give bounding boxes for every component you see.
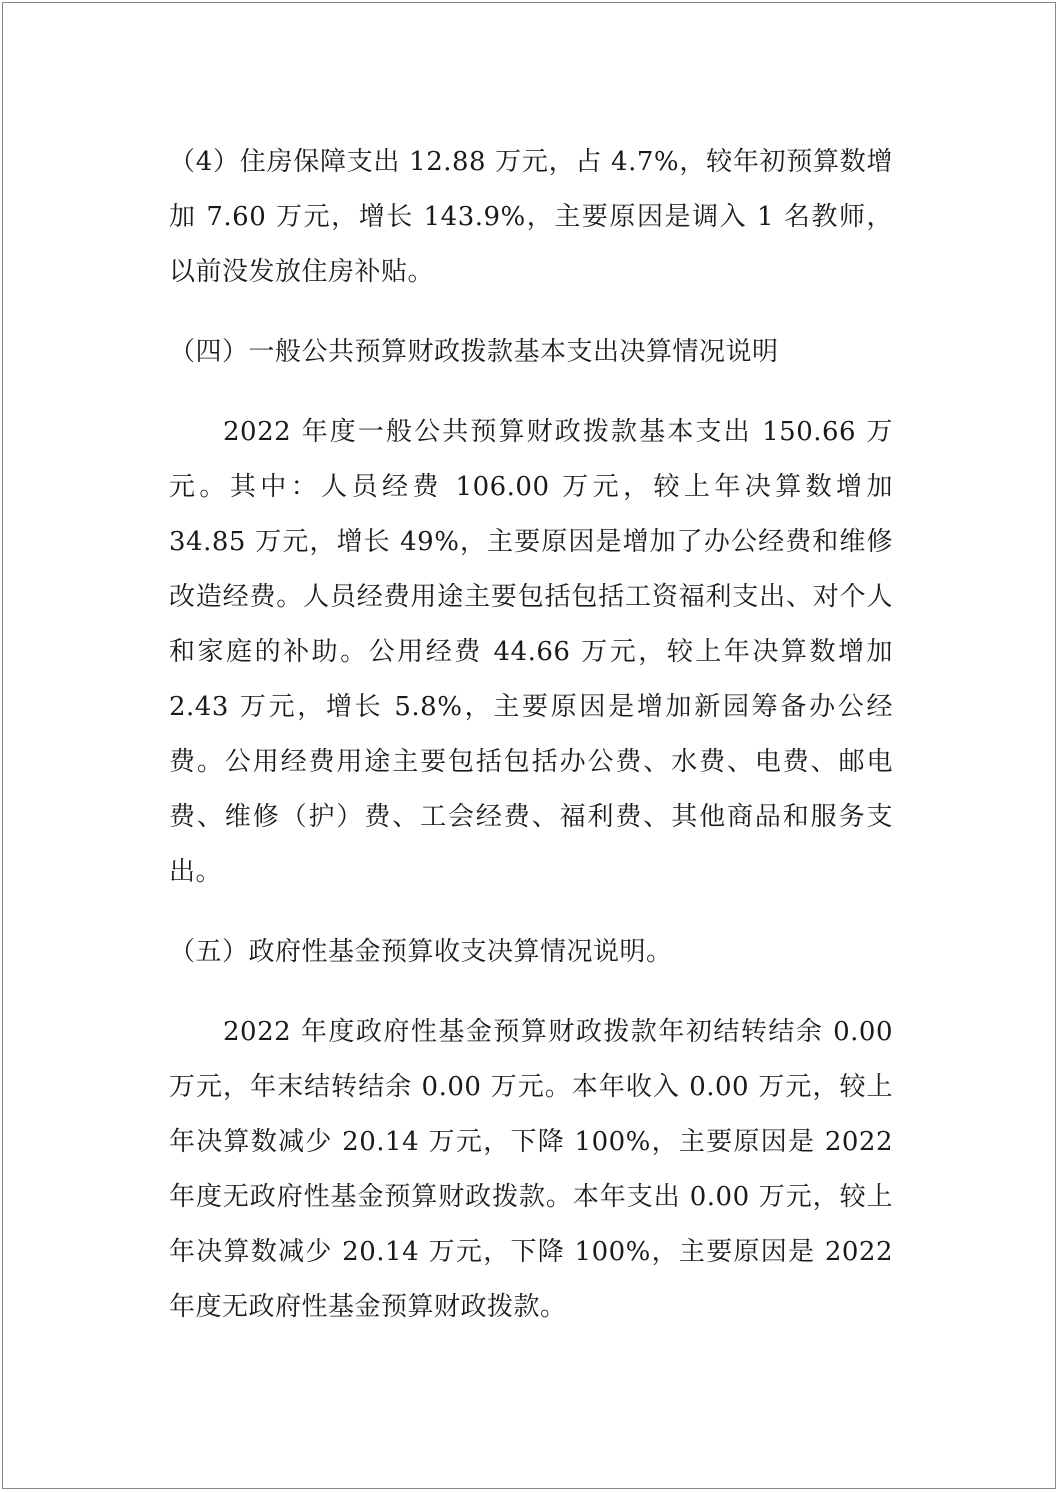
page-content	[169, 135, 893, 1335]
section-heading-government-fund: （五）政府性基金预算收支决算情况说明。	[169, 937, 673, 967]
paragraph-government-fund: 2022 年度政府性基金预算财政拨款年初结转结余 0.00 万元，年末结转结余 0.00 万元。本年收入 0.00 万元，较上年决算数减少 20.14 万元，下降 100%，主要原因是 2022 年度无政府性基金预算财政拨款。本年支出 0.00 万元，较上年决算数减少 20.14 万元，下降 100%，主要原因是 2022 年度无政府性基金预算财政拨款。	[169, 1017, 893, 1322]
document-page	[2, 2, 1056, 1489]
section-heading-basic-expenditure: （四）一般公共预算财政拨款基本支出决算情况说明	[169, 337, 779, 367]
paragraph-basic-expenditure: 2022 年度一般公共预算财政拨款基本支出 150.66 万元。其中：人员经费 106.00 万元，较上年决算数增加 34.85 万元，增长 49%，主要原因是增加了办公经费和维修改造经费。人员经费用途主要包括包括工资福利支出、对个人和家庭的补助。公用经费 44.66 万元，较上年决算数增加 2.43 万元，增长 5.8%，主要原因是增加新园筹备办公经费。公用经费用途主要包括包括办公费、水费、电费、邮电费、维修（护）费、工会经费、福利费、其他商品和服务支出。	[169, 417, 893, 887]
paragraph-housing-expenditure: （4）住房保障支出 12.88 万元，占 4.7%，较年初预算数增加 7.60 万元，增长 143.9%，主要原因是调入 1 名教师，以前没发放住房补贴。	[169, 147, 893, 287]
